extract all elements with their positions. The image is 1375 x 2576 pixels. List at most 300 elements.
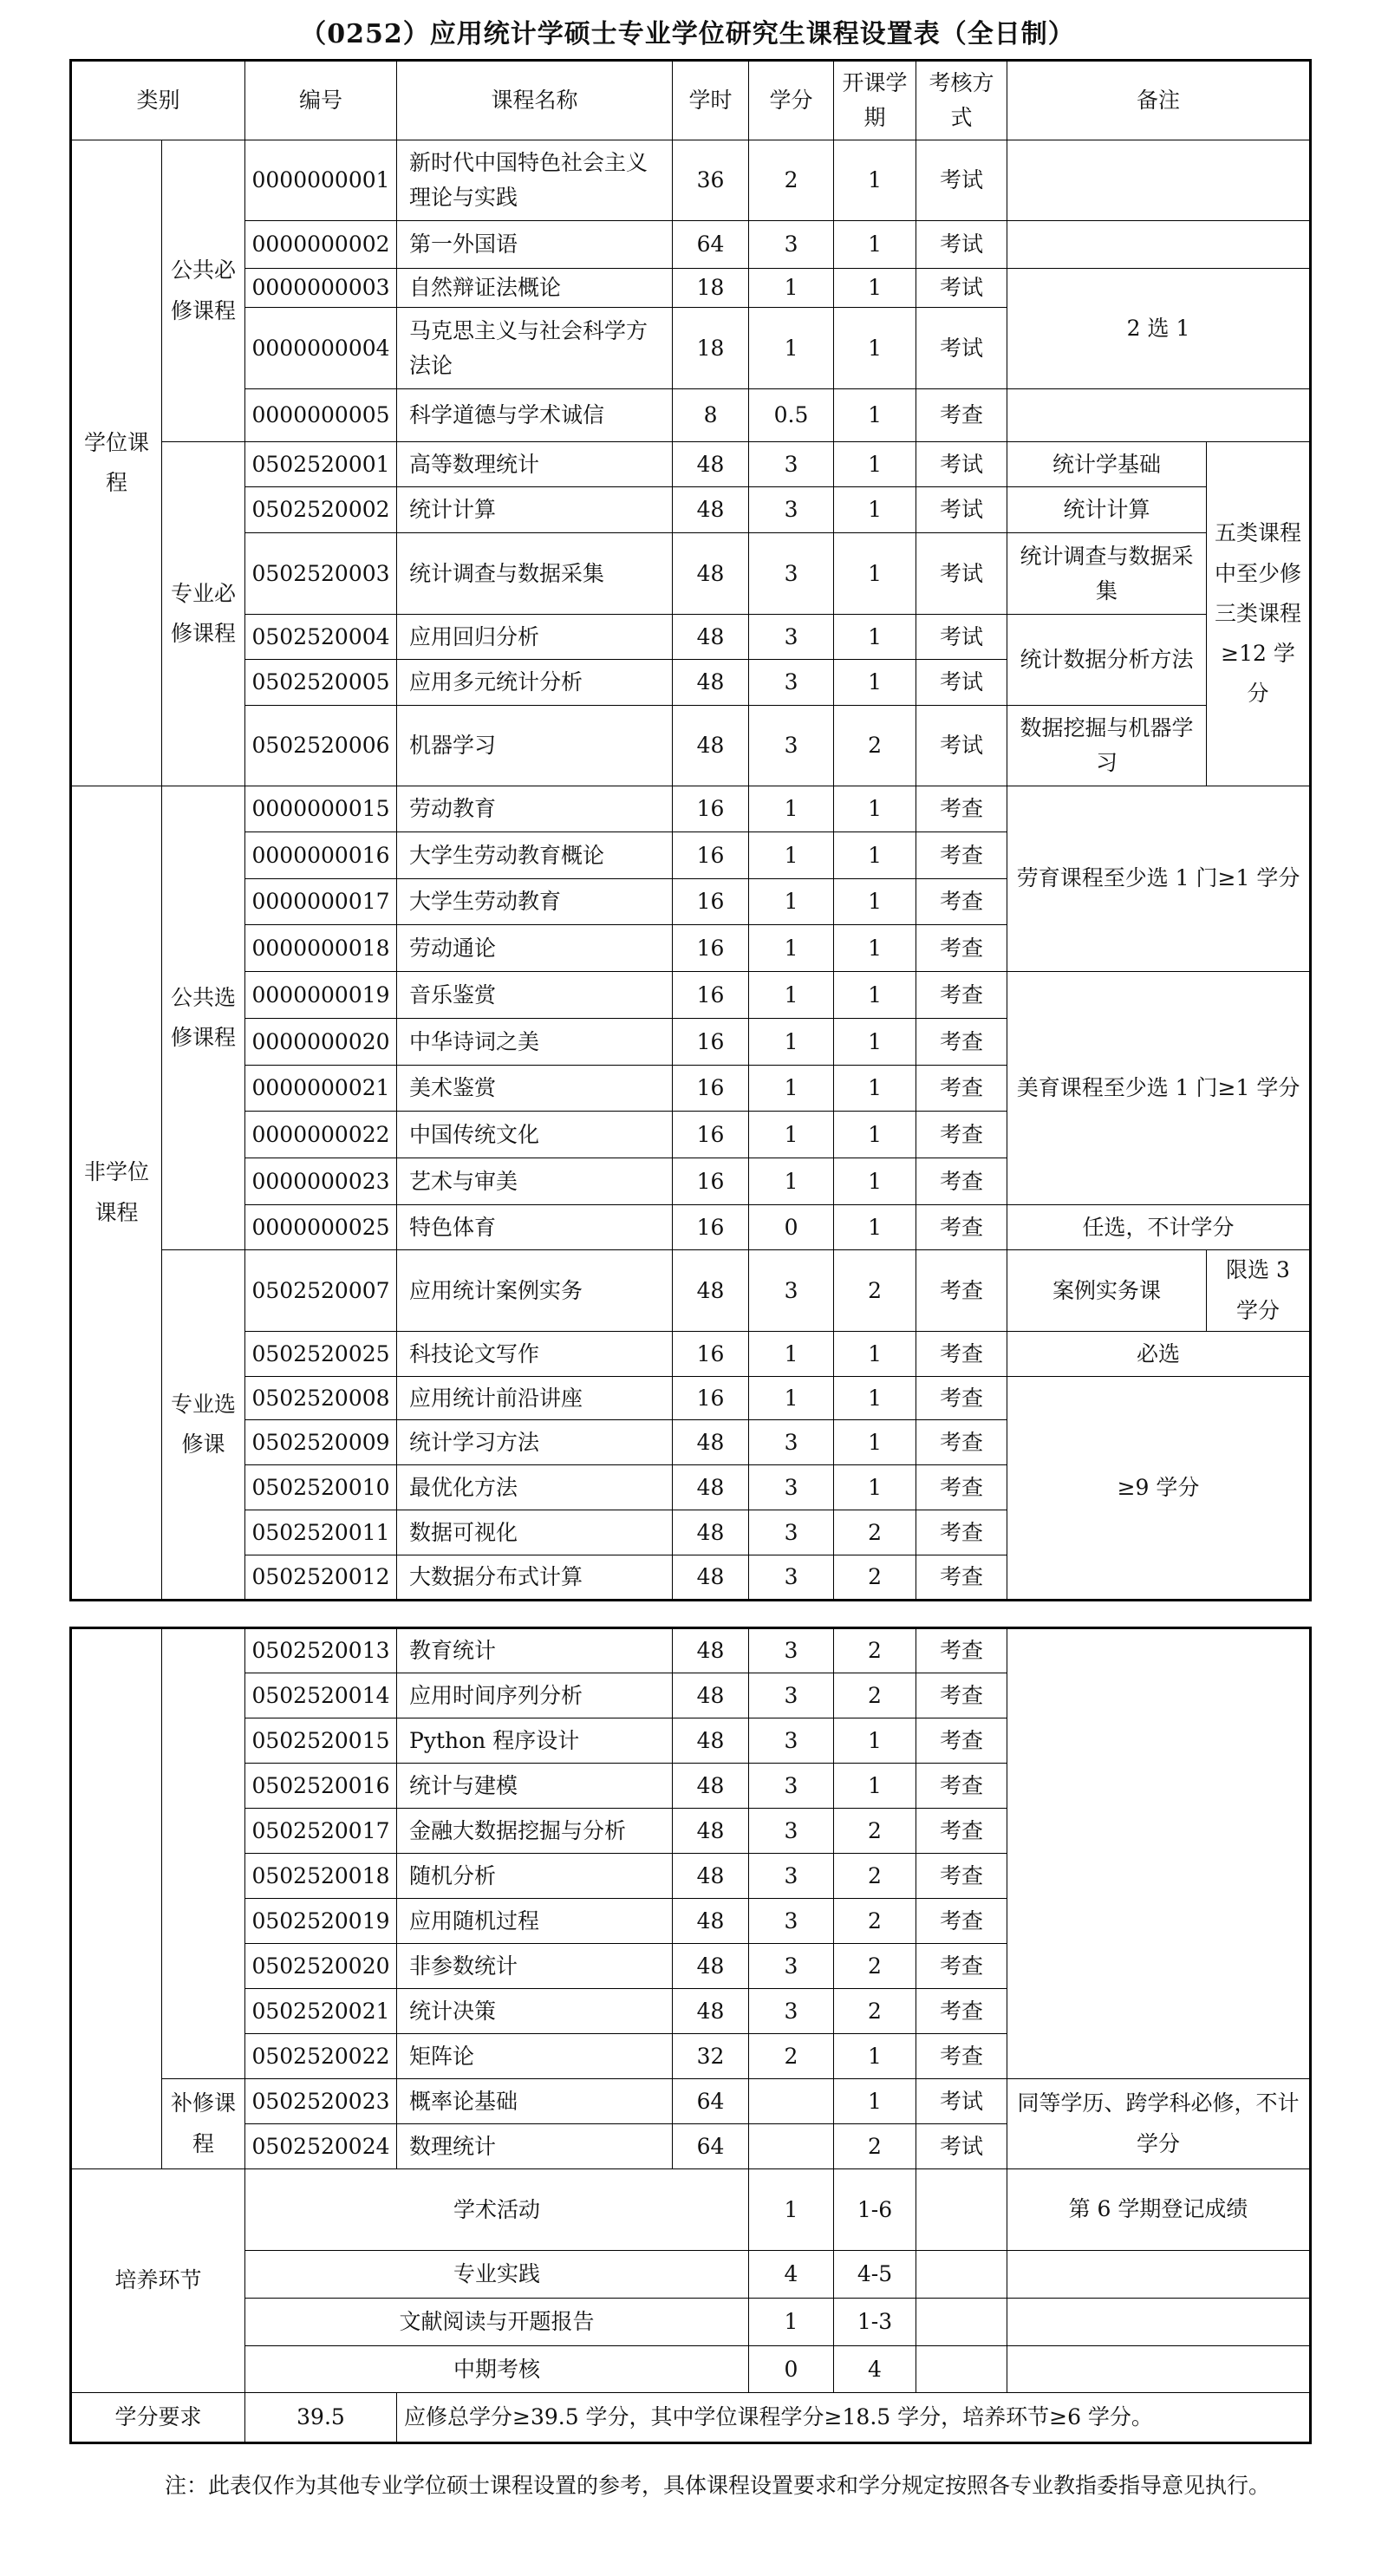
course-semester: 1 [834, 1718, 916, 1764]
remark-category-3: 统计调查与数据采集 [1007, 533, 1207, 615]
course-name: 特色体育 [397, 1205, 673, 1250]
course-hours: 48 [673, 487, 749, 533]
header-credits: 学分 [749, 61, 834, 140]
header-exam: 考核方式 [916, 61, 1007, 140]
course-exam: 考试 [916, 487, 1007, 533]
course-hours: 48 [673, 1555, 749, 1601]
course-name: 科学道德与学术诚信 [397, 389, 673, 442]
course-name: 音乐鉴赏 [397, 972, 673, 1019]
course-code: 0502520007 [245, 1250, 397, 1332]
course-credits: 3 [749, 221, 834, 269]
course-semester: 1 [834, 442, 916, 487]
course-hours: 16 [673, 1158, 749, 1205]
course-credits: 3 [749, 533, 834, 615]
header-code: 编号 [245, 61, 397, 140]
course-hours: 48 [673, 1989, 749, 2034]
course-name: 矩阵论 [397, 2034, 673, 2079]
course-code: 0502520015 [245, 1718, 397, 1764]
course-semester: 1 [834, 140, 916, 221]
course-credits: 0 [749, 1205, 834, 1250]
course-credits [749, 2124, 834, 2169]
course-hours: 18 [673, 269, 749, 308]
course-hours: 16 [673, 972, 749, 1019]
course-name: Python 程序设计 [397, 1718, 673, 1764]
course-name: 应用随机过程 [397, 1899, 673, 1944]
course-exam: 考查 [916, 1899, 1007, 1944]
course-exam: 考试 [916, 2124, 1007, 2169]
course-hours: 48 [673, 1899, 749, 1944]
course-exam: 考查 [916, 1764, 1007, 1809]
course-exam: 考查 [916, 925, 1007, 972]
course-credits: 3 [749, 1764, 834, 1809]
course-name: 应用统计案例实务 [397, 1250, 673, 1332]
course-name: 应用时间序列分析 [397, 1673, 673, 1718]
remark-aesthetic: 美育课程至少选 1 门≥1 学分 [1007, 972, 1311, 1205]
course-code: 0502520006 [245, 706, 397, 786]
course-hours: 48 [673, 660, 749, 706]
group-non-degree-cont [71, 1628, 162, 2169]
course-name: 数据可视化 [397, 1510, 673, 1555]
course-code: 0000000018 [245, 925, 397, 972]
course-code: 0000000017 [245, 879, 397, 925]
course-hours: 48 [673, 1854, 749, 1899]
group-public-required: 公共必修课程 [162, 140, 245, 442]
course-exam: 考查 [916, 1989, 1007, 2034]
training-name: 文献阅读与开题报告 [245, 2299, 749, 2346]
group-major-elective-cont [162, 1628, 245, 2079]
course-name: 大学生劳动教育 [397, 879, 673, 925]
course-semester: 1 [834, 1019, 916, 1066]
course-semester: 2 [834, 1944, 916, 1989]
course-exam: 考查 [916, 389, 1007, 442]
course-code: 0000000002 [245, 221, 397, 269]
group-remedial: 补修课程 [162, 2079, 245, 2169]
course-name: 统计与建模 [397, 1764, 673, 1809]
course-semester: 2 [834, 1809, 916, 1854]
course-credits: 1 [749, 1377, 834, 1420]
course-credits: 0.5 [749, 389, 834, 442]
course-credits: 1 [749, 308, 834, 389]
course-credits: 3 [749, 1673, 834, 1718]
course-name: 教育统计 [397, 1628, 673, 1673]
remark-category-4: 统计数据分析方法 [1007, 615, 1207, 706]
training-exam [916, 2251, 1007, 2299]
course-code: 0502520003 [245, 533, 397, 615]
course-name: 劳动通论 [397, 925, 673, 972]
training-name: 中期考核 [245, 2346, 749, 2393]
course-semester: 1 [834, 2079, 916, 2124]
remark-ge9-cont [1007, 1628, 1311, 2079]
remark-sports: 任选，不计学分 [1007, 1205, 1311, 1250]
course-code: 0502520014 [245, 1673, 397, 1718]
course-semester: 1 [834, 1158, 916, 1205]
training-credits: 4 [749, 2251, 834, 2299]
course-hours: 48 [673, 1809, 749, 1854]
course-name: 大数据分布式计算 [397, 1555, 673, 1601]
course-semester: 1 [834, 832, 916, 879]
header-hours: 学时 [673, 61, 749, 140]
course-hours: 16 [673, 1377, 749, 1420]
course-credits: 3 [749, 1465, 834, 1510]
course-exam: 考查 [916, 1250, 1007, 1332]
course-semester: 1 [834, 221, 916, 269]
course-semester: 2 [834, 1899, 916, 1944]
course-credits: 1 [749, 1066, 834, 1112]
course-code: 0000000001 [245, 140, 397, 221]
course-name: 大学生劳动教育概论 [397, 832, 673, 879]
course-hours: 18 [673, 308, 749, 389]
course-hours: 64 [673, 2124, 749, 2169]
remark-empty [1007, 221, 1311, 269]
credit-requirement-label: 学分要求 [71, 2393, 245, 2443]
course-exam: 考查 [916, 1718, 1007, 1764]
course-name: 中华诗词之美 [397, 1019, 673, 1066]
course-semester: 1 [834, 925, 916, 972]
course-name: 概率论基础 [397, 2079, 673, 2124]
course-semester: 1 [834, 2034, 916, 2079]
course-code: 0502520017 [245, 1809, 397, 1854]
course-exam: 考查 [916, 786, 1007, 832]
remark-five-categories: 五类课程中至少修三类课程≥12 学分 [1207, 442, 1311, 786]
course-semester: 2 [834, 1673, 916, 1718]
course-semester: 2 [834, 1989, 916, 2034]
course-exam: 考查 [916, 2034, 1007, 2079]
course-code: 0000000016 [245, 832, 397, 879]
course-code: 0502520018 [245, 1854, 397, 1899]
course-exam: 考查 [916, 1854, 1007, 1899]
course-credits: 3 [749, 442, 834, 487]
course-code: 0502520005 [245, 660, 397, 706]
course-credits: 3 [749, 1854, 834, 1899]
course-credits: 1 [749, 1158, 834, 1205]
credit-total: 39.5 [245, 2393, 397, 2443]
course-name: 机器学习 [397, 706, 673, 786]
course-exam: 考试 [916, 140, 1007, 221]
remark-ge9: ≥9 学分 [1007, 1377, 1311, 1601]
course-credits: 3 [749, 1809, 834, 1854]
remark-category-5: 数据挖掘与机器学习 [1007, 706, 1207, 786]
training-credits: 1 [749, 2299, 834, 2346]
course-credits: 2 [749, 140, 834, 221]
course-exam: 考查 [916, 1420, 1007, 1465]
course-code: 0502520012 [245, 1555, 397, 1601]
course-semester: 2 [834, 1628, 916, 1673]
course-name: 统计学习方法 [397, 1420, 673, 1465]
course-name: 金融大数据挖掘与分析 [397, 1809, 673, 1854]
group-major-elective: 专业选修课 [162, 1250, 245, 1601]
training-name: 专业实践 [245, 2251, 749, 2299]
course-hours: 16 [673, 1112, 749, 1158]
course-exam: 考查 [916, 1555, 1007, 1601]
course-semester: 1 [834, 533, 916, 615]
course-credits: 3 [749, 1899, 834, 1944]
course-code: 0000000004 [245, 308, 397, 389]
course-code: 0502520024 [245, 2124, 397, 2169]
course-exam: 考试 [916, 2079, 1007, 2124]
remark-category-1: 统计学基础 [1007, 442, 1207, 487]
course-code: 0502520004 [245, 615, 397, 660]
header-category: 类别 [71, 61, 245, 140]
course-name: 自然辩证法概论 [397, 269, 673, 308]
course-code: 0000000021 [245, 1066, 397, 1112]
course-exam: 考查 [916, 1944, 1007, 1989]
course-code: 0502520019 [245, 1899, 397, 1944]
course-hours: 16 [673, 1205, 749, 1250]
course-name: 美术鉴赏 [397, 1066, 673, 1112]
course-name: 第一外国语 [397, 221, 673, 269]
remark-required: 必选 [1007, 1332, 1311, 1377]
course-credits: 3 [749, 1944, 834, 1989]
course-credits: 1 [749, 1019, 834, 1066]
course-exam: 考查 [916, 1465, 1007, 1510]
course-credits: 3 [749, 1420, 834, 1465]
course-credits: 3 [749, 1555, 834, 1601]
remark-empty [1007, 2299, 1311, 2346]
course-semester: 1 [834, 1420, 916, 1465]
course-semester: 2 [834, 1510, 916, 1555]
group-non-degree: 非学位课程 [71, 786, 162, 1601]
course-semester: 1 [834, 389, 916, 442]
course-exam: 考查 [916, 1112, 1007, 1158]
course-hours: 48 [673, 1718, 749, 1764]
course-name: 劳动教育 [397, 786, 673, 832]
group-major-required: 专业必修课程 [162, 442, 245, 786]
course-code: 0502520002 [245, 487, 397, 533]
course-exam: 考查 [916, 1158, 1007, 1205]
training-semester: 4 [834, 2346, 916, 2393]
training-name: 学术活动 [245, 2169, 749, 2251]
course-exam: 考查 [916, 972, 1007, 1019]
course-code: 0502520011 [245, 1510, 397, 1555]
course-code: 0000000023 [245, 1158, 397, 1205]
course-name: 最优化方法 [397, 1465, 673, 1510]
credit-requirement-text: 应修总学分≥39.5 学分，其中学位课程学分≥18.5 学分，培养环节≥6 学分。 [397, 2393, 1311, 2443]
course-code: 0000000022 [245, 1112, 397, 1158]
remark-category-2: 统计计算 [1007, 487, 1207, 533]
course-name: 中国传统文化 [397, 1112, 673, 1158]
course-code: 0502520021 [245, 1989, 397, 2034]
course-hours: 48 [673, 533, 749, 615]
training-semester: 4-5 [834, 2251, 916, 2299]
header-remark: 备注 [1007, 61, 1311, 140]
course-name: 新时代中国特色社会主义理论与实践 [397, 140, 673, 221]
training-exam [916, 2299, 1007, 2346]
group-training: 培养环节 [71, 2169, 245, 2393]
course-code: 0000000020 [245, 1019, 397, 1066]
course-credits: 3 [749, 1628, 834, 1673]
course-exam: 考查 [916, 879, 1007, 925]
course-exam: 考试 [916, 308, 1007, 389]
header-semester: 开课学期 [834, 61, 916, 140]
training-exam [916, 2346, 1007, 2393]
course-code: 0502520013 [245, 1628, 397, 1673]
course-semester: 1 [834, 487, 916, 533]
remark-empty [1007, 140, 1311, 221]
course-name: 马克思主义与社会科学方法论 [397, 308, 673, 389]
remark-case: 案例实务课 [1007, 1250, 1207, 1332]
course-exam: 考查 [916, 1019, 1007, 1066]
course-exam: 考查 [916, 1628, 1007, 1673]
course-semester: 1 [834, 1764, 916, 1809]
course-hours: 16 [673, 786, 749, 832]
course-code: 0000000003 [245, 269, 397, 308]
training-credits: 1 [749, 2169, 834, 2251]
remark-remedial: 同等学历、跨学科必修，不计学分 [1007, 2079, 1311, 2169]
course-hours: 36 [673, 140, 749, 221]
course-code: 0502520020 [245, 1944, 397, 1989]
remark-academic: 第 6 学期登记成绩 [1007, 2169, 1311, 2251]
remark-empty [1007, 2346, 1311, 2393]
course-code: 0502520025 [245, 1332, 397, 1377]
course-hours: 64 [673, 221, 749, 269]
course-semester: 2 [834, 2124, 916, 2169]
course-name: 统计决策 [397, 1989, 673, 2034]
course-credits: 1 [749, 786, 834, 832]
course-code: 0502520022 [245, 2034, 397, 2079]
course-credits: 3 [749, 706, 834, 786]
course-code: 0502520008 [245, 1377, 397, 1420]
course-credits: 1 [749, 1332, 834, 1377]
course-name: 应用回归分析 [397, 615, 673, 660]
course-exam: 考试 [916, 706, 1007, 786]
course-hours: 48 [673, 1673, 749, 1718]
course-semester: 1 [834, 1465, 916, 1510]
page-title: （0252）应用统计学硕士专业学位研究生课程设置表（全日制） [300, 19, 1075, 49]
course-credits: 3 [749, 487, 834, 533]
course-exam: 考查 [916, 1673, 1007, 1718]
course-exam: 考查 [916, 1377, 1007, 1420]
course-exam: 考查 [916, 1332, 1007, 1377]
course-hours: 48 [673, 1764, 749, 1809]
remark-limit-3: 限选 3 学分 [1207, 1250, 1311, 1332]
training-exam [916, 2169, 1007, 2251]
course-code: 0000000005 [245, 389, 397, 442]
course-code: 0000000019 [245, 972, 397, 1019]
course-credits: 1 [749, 879, 834, 925]
course-hours: 48 [673, 1465, 749, 1510]
course-table-part-2 [69, 1627, 1312, 2444]
remark-choose-two: 2 选 1 [1007, 269, 1311, 389]
course-name: 艺术与审美 [397, 1158, 673, 1205]
course-hours: 48 [673, 615, 749, 660]
course-name: 高等数理统计 [397, 442, 673, 487]
course-credits: 3 [749, 1989, 834, 2034]
course-code: 0502520001 [245, 442, 397, 487]
course-semester: 1 [834, 786, 916, 832]
course-code: 0502520009 [245, 1420, 397, 1465]
remark-empty [1007, 2251, 1311, 2299]
course-credits: 3 [749, 1250, 834, 1332]
course-semester: 2 [834, 1250, 916, 1332]
training-credits: 0 [749, 2346, 834, 2393]
course-hours: 32 [673, 2034, 749, 2079]
footnote: 注：此表仅作为其他专业学位硕士课程设置的参考，具体课程设置要求和学分规定按照各专业教指委指导意见执行。 [165, 2473, 1271, 2498]
course-exam: 考试 [916, 660, 1007, 706]
course-hours: 16 [673, 832, 749, 879]
course-exam: 考试 [916, 533, 1007, 615]
course-exam: 考查 [916, 832, 1007, 879]
course-code: 0502520023 [245, 2079, 397, 2124]
group-degree: 学位课程 [71, 140, 162, 786]
course-semester: 1 [834, 1377, 916, 1420]
course-semester: 1 [834, 615, 916, 660]
course-credits: 3 [749, 615, 834, 660]
course-exam: 考查 [916, 1205, 1007, 1250]
course-credits [749, 2079, 834, 2124]
course-credits: 2 [749, 2034, 834, 2079]
course-semester: 1 [834, 1332, 916, 1377]
course-exam: 考试 [916, 221, 1007, 269]
course-name: 应用多元统计分析 [397, 660, 673, 706]
course-semester: 1 [834, 660, 916, 706]
course-name: 统计调查与数据采集 [397, 533, 673, 615]
course-hours: 48 [673, 1510, 749, 1555]
course-name: 统计计算 [397, 487, 673, 533]
course-hours: 48 [673, 1944, 749, 1989]
course-hours: 48 [673, 1628, 749, 1673]
course-hours: 16 [673, 925, 749, 972]
course-exam: 考试 [916, 615, 1007, 660]
course-semester: 1 [834, 1112, 916, 1158]
course-semester: 1 [834, 879, 916, 925]
course-hours: 64 [673, 2079, 749, 2124]
course-semester: 2 [834, 706, 916, 786]
course-exam: 考查 [916, 1809, 1007, 1854]
course-code: 0000000025 [245, 1205, 397, 1250]
course-exam: 考试 [916, 442, 1007, 487]
training-semester: 1-3 [834, 2299, 916, 2346]
course-credits: 1 [749, 925, 834, 972]
course-credits: 3 [749, 1510, 834, 1555]
course-hours: 48 [673, 1420, 749, 1465]
course-code: 0000000015 [245, 786, 397, 832]
course-name: 科技论文写作 [397, 1332, 673, 1377]
course-code: 0502520010 [245, 1465, 397, 1510]
course-name: 非参数统计 [397, 1944, 673, 1989]
course-credits: 3 [749, 1718, 834, 1764]
course-name: 随机分析 [397, 1854, 673, 1899]
course-semester: 1 [834, 1205, 916, 1250]
course-semester: 2 [834, 1555, 916, 1601]
group-public-elective: 公共选修课程 [162, 786, 245, 1250]
course-semester: 2 [834, 1854, 916, 1899]
course-name: 应用统计前沿讲座 [397, 1377, 673, 1420]
course-name: 数理统计 [397, 2124, 673, 2169]
course-table-part-1 [69, 59, 1312, 1601]
course-semester: 1 [834, 972, 916, 1019]
course-exam: 考试 [916, 269, 1007, 308]
course-exam: 考查 [916, 1510, 1007, 1555]
course-hours: 16 [673, 1019, 749, 1066]
course-exam: 考查 [916, 1066, 1007, 1112]
course-hours: 8 [673, 389, 749, 442]
course-semester: 1 [834, 308, 916, 389]
remark-labor: 劳育课程至少选 1 门≥1 学分 [1007, 786, 1311, 972]
training-semester: 1-6 [834, 2169, 916, 2251]
course-hours: 16 [673, 1066, 749, 1112]
course-hours: 48 [673, 1250, 749, 1332]
course-semester: 1 [834, 1066, 916, 1112]
header-name: 课程名称 [397, 61, 673, 140]
course-semester: 1 [834, 269, 916, 308]
course-credits: 3 [749, 660, 834, 706]
course-code: 0502520016 [245, 1764, 397, 1809]
remark-empty [1007, 389, 1311, 442]
course-hours: 16 [673, 1332, 749, 1377]
course-hours: 48 [673, 442, 749, 487]
course-hours: 48 [673, 706, 749, 786]
course-hours: 16 [673, 879, 749, 925]
